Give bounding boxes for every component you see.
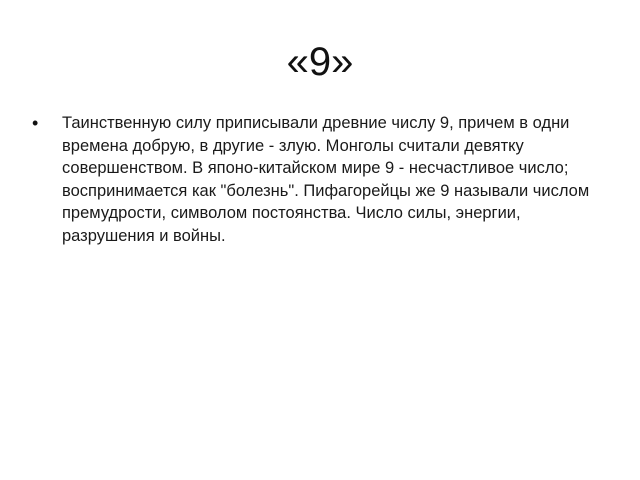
bullet-list (32, 112, 592, 247)
bullet-text: Таинственную силу приписывали древние числу 9, причем в одни времена добрую, в другие - злую. Монголы считали девятку совершенством. В японо-китайском мире 9 - несчастливое число; воспринимается как "болезнь". Пифагорейцы же 9 называли числом премудрости, символом постоянства. Число силы, энергии, разрушения и войны. (62, 114, 590, 245)
bullet-item (32, 112, 592, 247)
slide-title: «9» (286, 40, 354, 84)
bullet-marker: • (32, 113, 39, 133)
